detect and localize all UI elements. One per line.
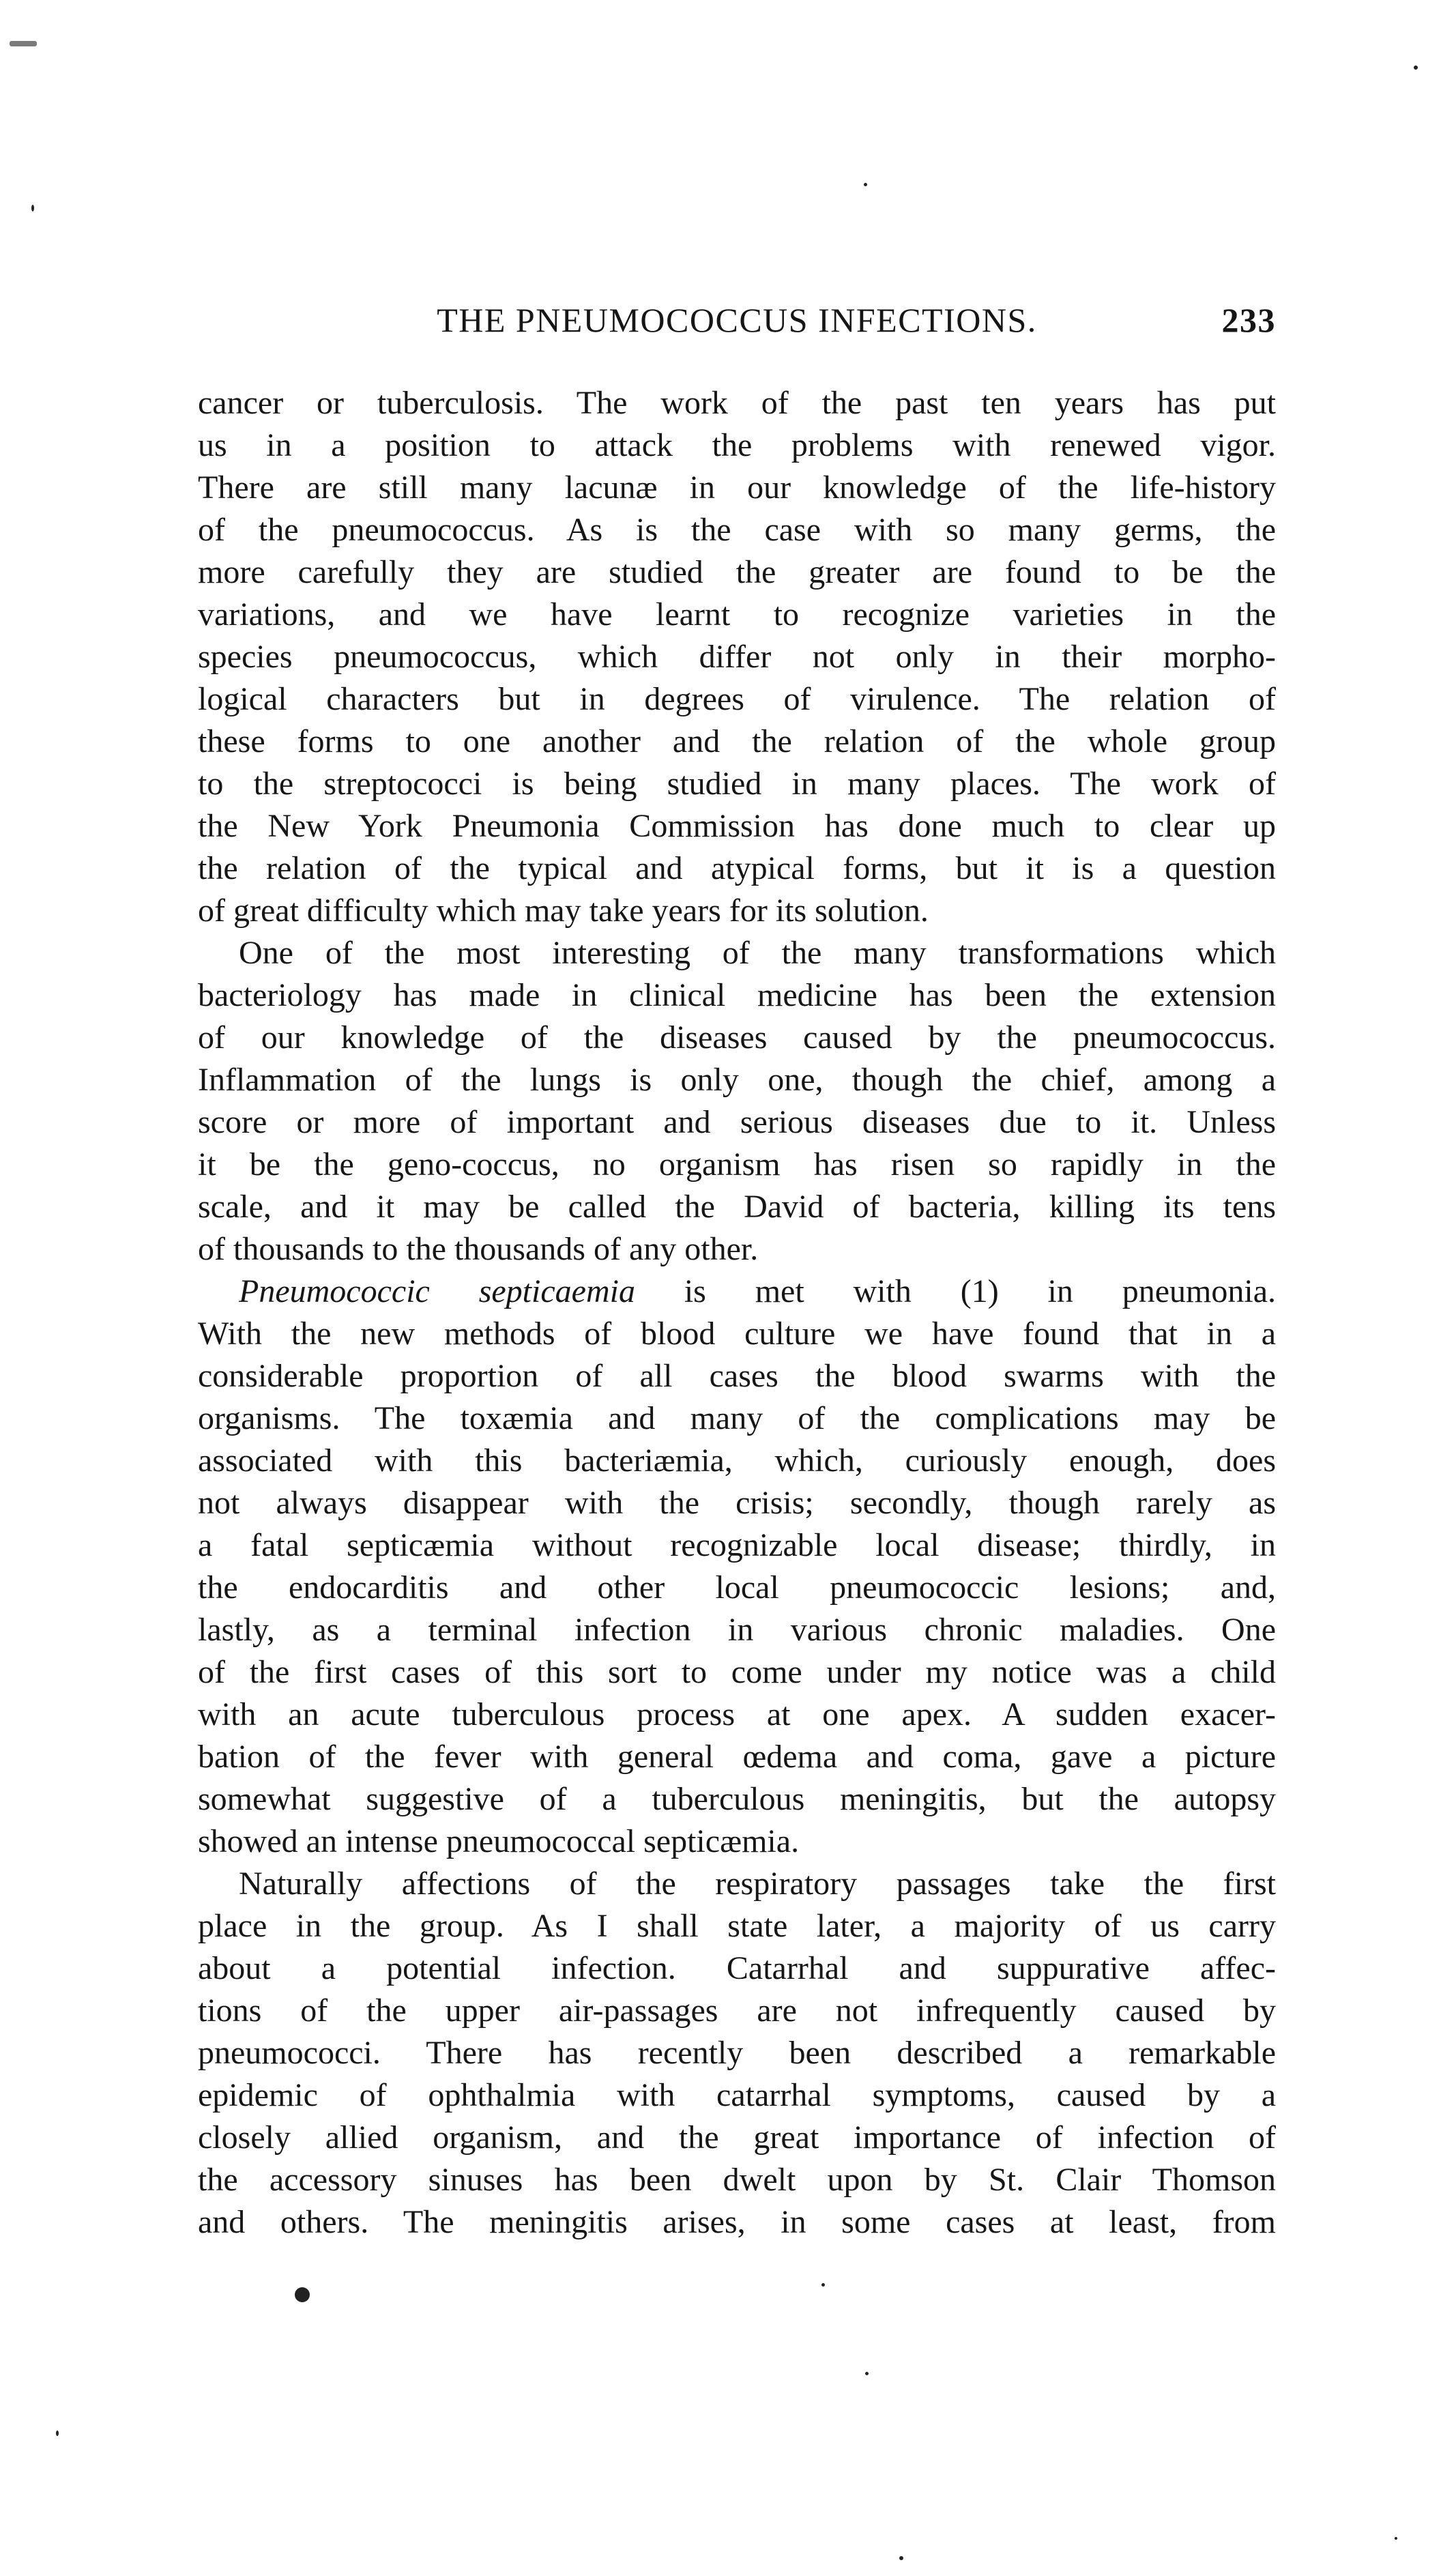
text-line: epidemic of ophthalmia with catarrhal symptoms, caused by a xyxy=(198,2077,1276,2113)
text-line: the New York Pneumonia Commission has done much to clear up xyxy=(198,808,1276,844)
scan-speck xyxy=(821,2283,825,2287)
text-line: Inflammation of the lungs is only one, though the chief, among a xyxy=(198,1062,1276,1098)
text-line: scale, and it may be called the David of bacteria, killing its tens xyxy=(198,1189,1276,1225)
text-line: these forms to one another and the relation of the whole group xyxy=(198,723,1276,759)
scan-speck xyxy=(1395,2537,1397,2540)
text-line: One of the most interesting of the many transformations which xyxy=(239,935,1276,971)
text-line: a fatal septicæmia without recognizable local disease; thirdly, in xyxy=(198,1527,1276,1563)
text-line: to the streptococci is being studied in many places. The work of xyxy=(198,766,1276,802)
text-line: With the new methods of blood culture we have found that in a xyxy=(198,1316,1276,1352)
text-line: bation of the fever with general œdema and coma, gave a picture xyxy=(198,1739,1276,1775)
text-line: considerable proportion of all cases the blood swarms with the xyxy=(198,1358,1276,1394)
scan-speck xyxy=(899,2556,903,2560)
scan-speck xyxy=(1414,66,1418,70)
text-line: about a potential infection. Catarrhal and suppurative affec- xyxy=(198,1950,1276,1986)
text-line: and others. The meningitis arises, in some cases at least, from xyxy=(198,2204,1276,2240)
text-line: of our knowledge of the diseases caused by the pneumococcus. xyxy=(198,1019,1276,1056)
text-line: more carefully they are studied the greater are found to be the xyxy=(198,554,1276,590)
paragraph xyxy=(198,1271,1276,1863)
text-line: lastly, as a terminal infection in various chronic maladies. One xyxy=(198,1612,1276,1648)
text-line xyxy=(198,1271,1276,1313)
text-line: Naturally affections of the respiratory passages take the first xyxy=(239,1866,1276,1902)
text-line: of thousands to the thousands of any other. xyxy=(198,1231,759,1267)
text-line: it be the geno-coccus, no organism has risen so rapidly in the xyxy=(198,1146,1276,1183)
text-line: the relation of the typical and atypical forms, but it is a question xyxy=(198,850,1276,886)
body-text xyxy=(198,382,1276,2244)
text-line: us in a position to attack the problems with renewed vigor. xyxy=(198,427,1276,463)
text-line: of great difficulty which may take years for its solution. xyxy=(198,893,929,929)
text-line: associated with this bacteriæmia, which, curiously enough, does xyxy=(198,1442,1276,1479)
text-line: place in the group. As I shall state later, a majority of us carry xyxy=(198,1908,1276,1944)
text-line: There are still many lacunæ in our knowledge of the life-history xyxy=(198,469,1276,506)
paragraph xyxy=(198,1863,1276,2244)
text-line: bacteriology has made in clinical medicine has been the extension xyxy=(198,977,1276,1013)
text-line: not always disappear with the crisis; secondly, though rarely as xyxy=(198,1485,1276,1521)
text-line: variations, and we have learnt to recognize varieties in the xyxy=(198,596,1276,633)
text-line: of the pneumococcus. As is the case with so many germs, the xyxy=(198,512,1276,548)
page-number: 233 xyxy=(1221,301,1276,339)
text-line: pneumococci. There has recently been described a remarkable xyxy=(198,2035,1276,2071)
text-line: score or more of important and serious diseases due to it. Unless xyxy=(198,1104,1276,1140)
scan-speck xyxy=(865,2372,869,2375)
scan-speck xyxy=(10,41,37,46)
paragraph xyxy=(198,382,1276,932)
text-line: showed an intense pneumococcal septicæmia. xyxy=(198,1823,800,1859)
running-header xyxy=(198,300,1276,348)
text-run: is met with (1) in pneumonia. xyxy=(635,1273,1276,1309)
text-line: organisms. The toxæmia and many of the complications may be xyxy=(198,1400,1276,1436)
scan-speck xyxy=(56,2431,59,2436)
text-line: the accessory sinuses has been dwelt upon by St. Clair Thomson xyxy=(198,2162,1276,2198)
text-line: the endocarditis and other local pneumococcic lesions; and, xyxy=(198,1569,1276,1606)
italic-term: Pneumococcic septicaemia xyxy=(239,1273,635,1309)
scan-speck xyxy=(295,2287,310,2302)
text-line: tions of the upper air-passages are not infrequently caused by xyxy=(198,1992,1276,2029)
text-line: closely allied organism, and the great importance of infection of xyxy=(198,2119,1276,2156)
text-line: of the first cases of this sort to come under my notice was a child xyxy=(198,1654,1276,1690)
scan-speck xyxy=(31,205,34,212)
text-line: species pneumococcus, which differ not only in their morpho- xyxy=(198,639,1276,675)
text-line: with an acute tuberculous process at one apex. A sudden exacer- xyxy=(198,1696,1276,1732)
running-title: THE PNEUMOCOCCUS INFECTIONS. xyxy=(437,301,1037,339)
paragraph xyxy=(198,932,1276,1271)
text-line: somewhat suggestive of a tuberculous meningitis, but the autopsy xyxy=(198,1781,1276,1817)
text-line: logical characters but in degrees of virulence. The relation of xyxy=(198,681,1276,717)
scan-speck xyxy=(864,183,867,186)
text-line: cancer or tuberculosis. The work of the past ten years has put xyxy=(198,385,1276,421)
